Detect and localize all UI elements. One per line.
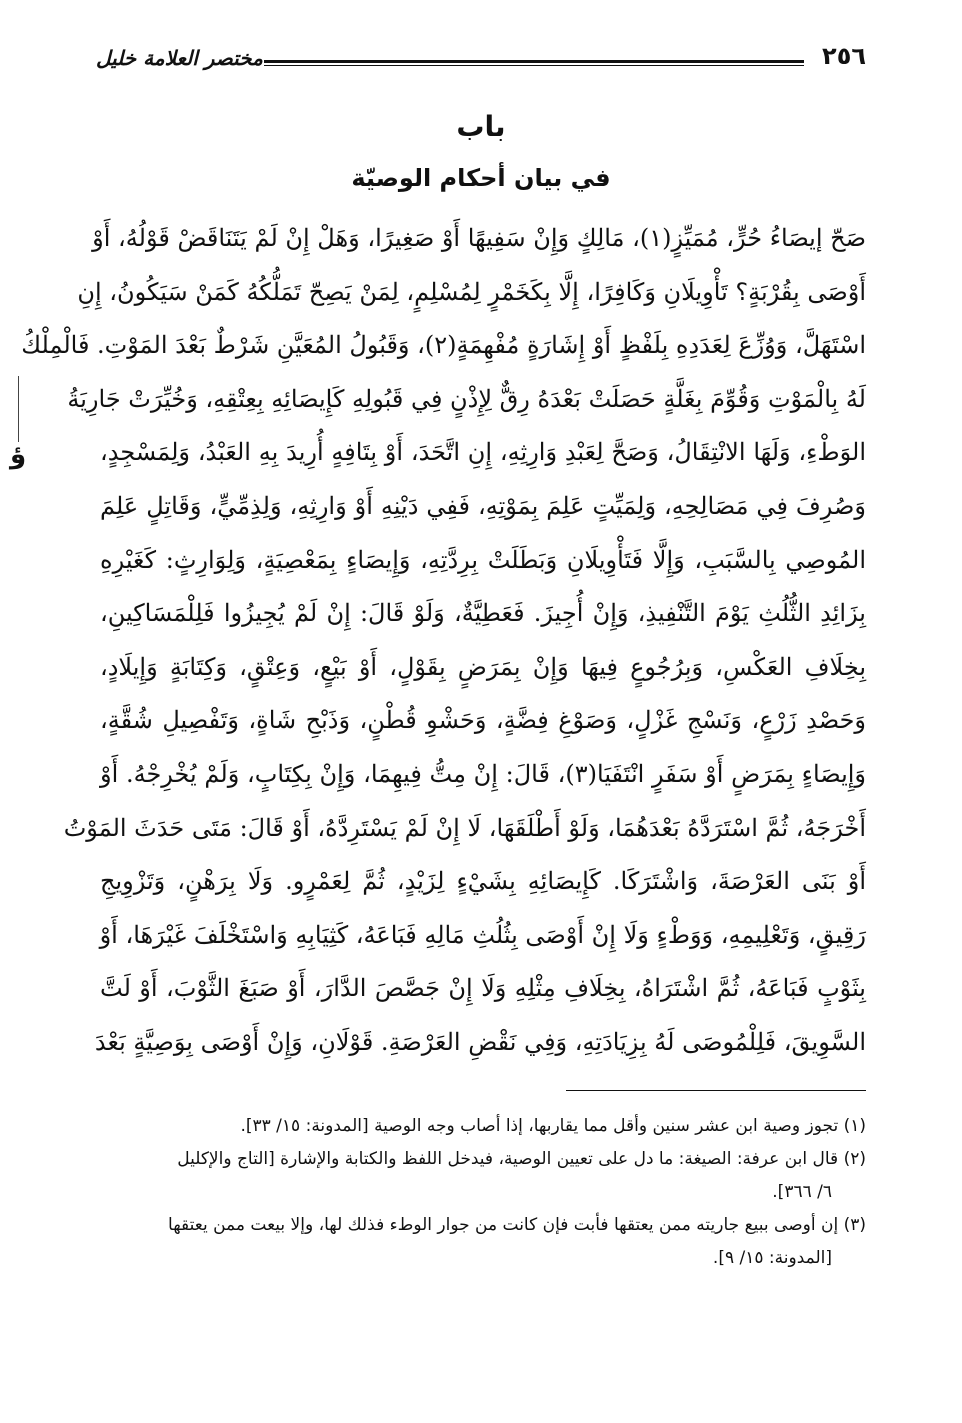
body-line: بِزَائِدِ الثُّلُثِ يَوْمَ التَّنْفِيذِ، وَإِنْ أُجِيزَ. فَعَطِيَّةٌ، وَلَوْ قَالَ: إِنْ لَمْ يُجِيزُوا فَلِلْمَسَاكِينِ، bbox=[100, 599, 866, 628]
body-line: أَخْرَجَهُ، ثُمَّ اسْتَرَدَّهُ بَعْدَهُمَا، وَلَوْ أَطْلَقَهَا، لَا إِنْ لَمْ يَسْتَرِدَّهُ، أَوْ قَالَ: مَتَى حَدَثَ المَوْتُ bbox=[63, 813, 866, 842]
body-line: المُوصِي بِالسَّبَبِ، وَإِلَّا فَتَأْوِيلَانِ وَبَطَلَتْ بِرِدَّتِهِ، وَإِيصَاءٍ بِمَعْصِيَةٍ، وَلِوَارِثٍ: كَغَيْرِهِ bbox=[100, 545, 866, 574]
footnote-line: (٣) إن أوصى ببيع جاريته ممن يعتقها فأبت فإن كانت من جوار الوطء فذلك لها، وإلا بيعت ممن يعتقها bbox=[168, 1215, 866, 1235]
margin-glyph: ؤ bbox=[10, 440, 27, 470]
footnote-3 bbox=[100, 1209, 866, 1275]
footnote-1 bbox=[100, 1110, 866, 1143]
footnote-line: ٦/ ٣٦٦]. bbox=[772, 1182, 832, 1202]
body-line: وَحَصْدِ زَرْعٍ، وَنَسْجِ غَزْلٍ، وَصَوْغِ فِضَّةٍ، وَحَشْوِ قُطْنٍ، وَذَبْحِ شَاةٍ، وَتَفْصِيلِ شُقَّةٍ، bbox=[100, 706, 866, 735]
body-line: الوَطْءِ، وَلَهَا الانْتِقَالُ، وَصَحَّ لِعَبْدِ وَارِثِهِ، إِنِ اتَّحَدَ، أَوْ بِتَافِهٍ أُرِيدَ بِهِ العَبْدُ، وَلِمَسْجِدٍ، bbox=[100, 438, 866, 467]
footnote-separator bbox=[566, 1090, 866, 1091]
footnote-2 bbox=[100, 1143, 866, 1209]
body-line: لَهُ بِالْمَوْتِ وَقُوِّمَ بِغَلَّةٍ حَصَلَتْ بَعْدَهُ رِقٌّ لِإِذْنٍ فِي قَبُولِهِ كَإِيصَائِهِ بِعِتْقِهِ، وَخُيِّرَتْ جَارِيَةُ bbox=[67, 384, 866, 413]
body-line: أَوْصَى بِقُرْبَةٍ؟ تَأْوِيلَانِ وَكَافِرًا، إِلَّا بِكَخَمْرٍ لِمُسْلِمٍ، لِمَنْ يَصِحّ تَمَلُّكُهُ كَمَنْ سَيَكُونُ، إِنِ bbox=[77, 277, 866, 306]
body-line: بِخِلَافِ العَكْسِ، وَبِرُجُوعٍ فِيهَا وَإِنْ بِمَرَضٍ بِقَوْلٍ، أَوْ بَيْعٍ، وَعِتْقٍ، وَكِتَابَةٍ وَإِيلَادٍ، bbox=[100, 652, 866, 681]
body-line: رَقِيقٍ، وَتَعْلِيمِهِ، وَوَطْءٍ وَلَا إِنْ أَوْصَى بِثُلُثِ مَالِهِ فَبَاعَهُ، كَثِيَابِهِ وَاسْتَخْلَفَ غَيْرَهَا، أَوْ bbox=[99, 920, 866, 949]
chapter-subtitle: في بيان أحكام الوصيّة bbox=[351, 164, 611, 192]
body-line: اسْتَهَلَّ، وَوُزِّعَ لِعَدَدِهِ بِلَفْظٍ أَوْ إِشَارَةٍ مُفْهِمَةٍ(٢)، وَقَبُولُ المُعَيَّنِ شَرْطٌ بَعْدَ المَوْتِ. فَالْمِلْكُ bbox=[21, 331, 866, 360]
page-number: ٢٥٦ bbox=[822, 42, 866, 70]
running-title: مختصر العلامة خليل bbox=[96, 46, 263, 70]
page-header bbox=[96, 38, 866, 78]
footnotes bbox=[100, 1110, 866, 1275]
footnote-line: [المدونة: ١٥/ ٩]. bbox=[712, 1248, 832, 1268]
body-line: السَّوِيقَ، فَلِلْمُوصَى لَهُ بِزِيَادَتِهِ، وَفِي نَقْضِ العَرْصَةِ. قَوْلَانِ، وَإِنْ أَوْصَى بِوَصِيَّةٍ بَعْدَ bbox=[94, 1027, 866, 1056]
header-rule bbox=[264, 60, 804, 66]
body-line: وَإِيصَاءٍ بِمَرَضٍ أَوْ سَفَرٍ انْتَفَيَا(٣)، قَالَ: إِنْ مِتُّ فِيهِمَا، وَإِنْ بِكِتَابٍ، وَلَمْ يُخْرِجْهُ. أَوْ bbox=[100, 759, 867, 788]
chapter-title: باب bbox=[456, 110, 506, 143]
body-text bbox=[21, 212, 867, 1070]
margin-line-mark bbox=[18, 376, 19, 442]
body-line: صَحّ إيصَاءُ حُرٍّ، مُمَيِّزٍ(١)، مَالِكٍ وَإِنْ سَفِيهًا أَوْ صَغِيرًا، وَهَلْ إِنْ لَمْ يَتَنَاقَضْ قَوْلُهُ، أَوْ bbox=[92, 224, 866, 252]
body-line: بِثَوْبٍ فَبَاعَهُ، ثُمَّ اشْتَرَاهُ، بِخِلَافِ مِثْلِهِ وَلَا إِنْ جَصَّصَ الدَّارَ، أَوْ صَبَغَ الثَّوْبَ، أَوْ لَتَّ bbox=[100, 974, 866, 1003]
body-line: أَوْ بَنَى العَرْصَةَ، وَاشْتَرَكَا. كَإِيصَائِهِ بِشَيْءٍ لِزَيْدٍ، ثُمَّ لِعَمْرٍو. وَلَا بِرَهْنٍ، وَتَزْوِيجِ bbox=[100, 867, 866, 896]
footnote-line: (٢) قال ابن عرفة: الصيغة: ما دل على تعيين الوصية، فيدخل اللفظ والكتابة والإشارة [التاج والإكليل bbox=[177, 1149, 866, 1169]
body-line: وَصُرِفَ فِي مَصَالِحِهِ، وَلِمَيِّتٍ عَلِمَ بِمَوْتِهِ، فَفِي دَيْنِهِ أَوْ وَارِثِهِ، وَلِذِمِّيٍّ، وَقَاتِلٍ عَلِمَ bbox=[100, 491, 866, 520]
footnote-line: (١) تجوز وصية ابن عشر سنين وأقل مما يقاربها، إذا أصاب وجه الوصية [المدونة: ١٥/ ٣٣]. bbox=[240, 1116, 866, 1136]
